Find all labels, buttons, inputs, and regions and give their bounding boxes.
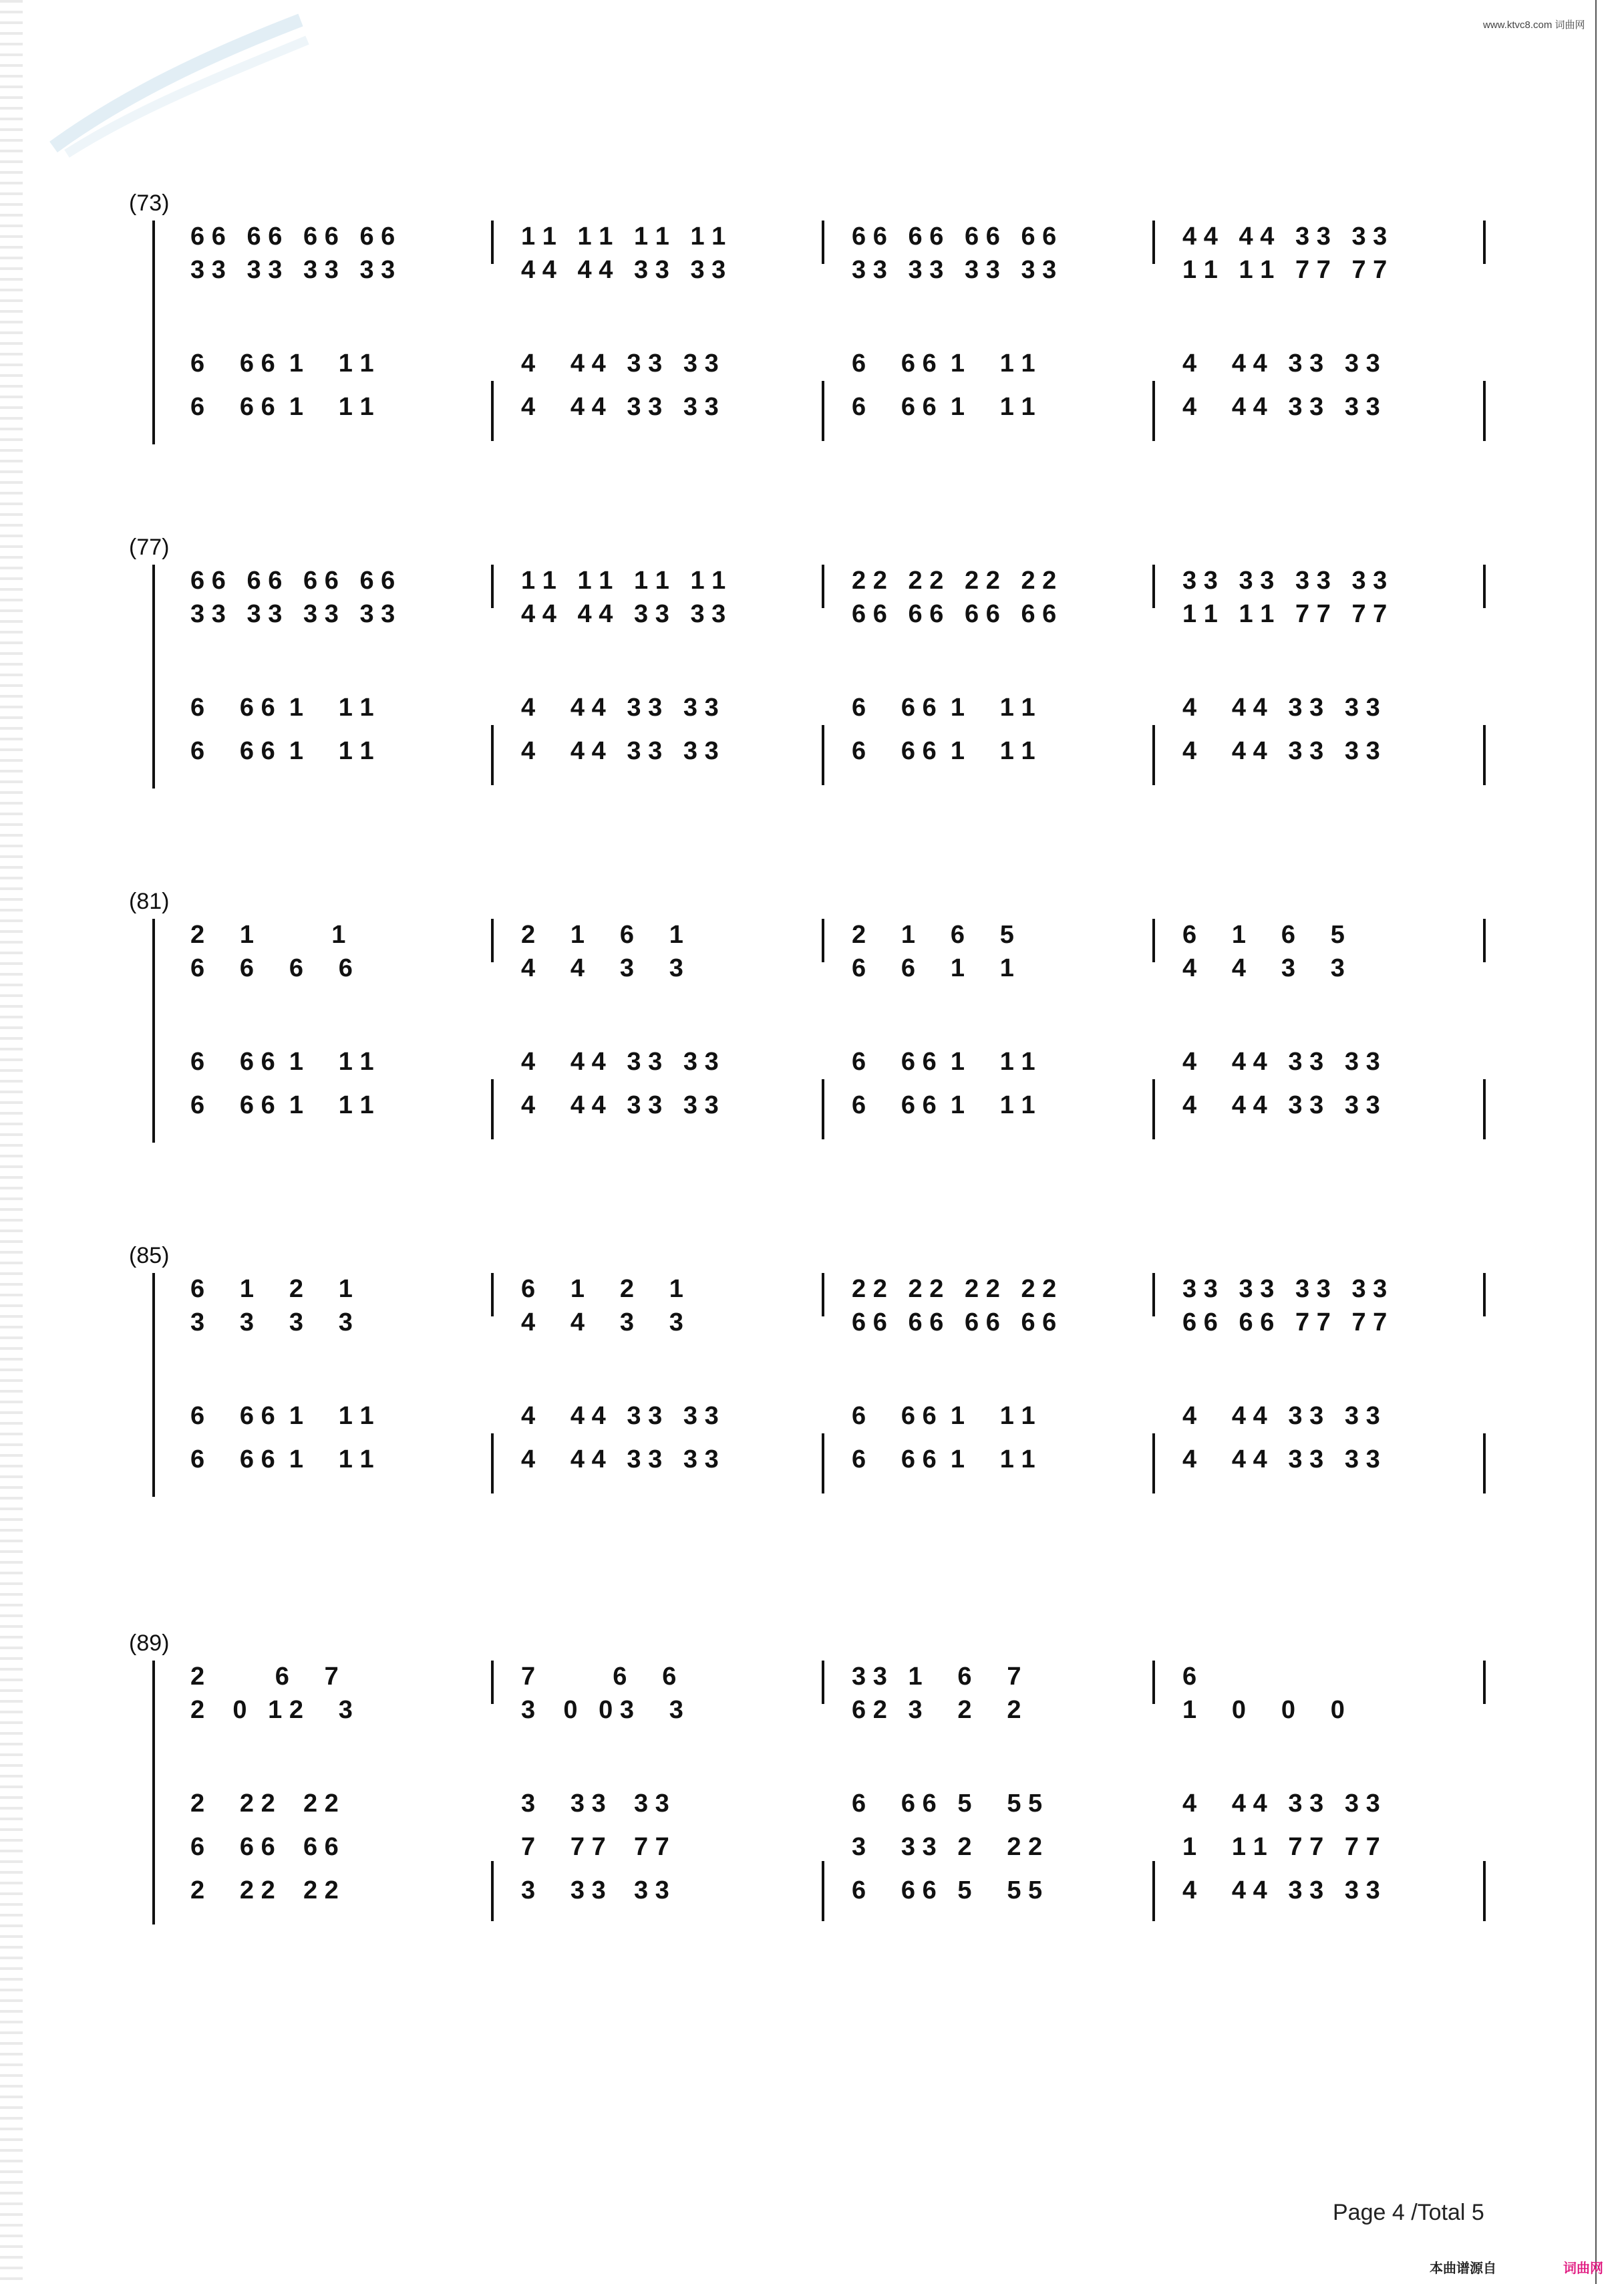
system-brace bbox=[152, 919, 155, 1143]
watermark-logo bbox=[47, 13, 314, 160]
notation-lower-mid: 7 7 7 7 7 bbox=[521, 1833, 669, 1861]
barline bbox=[491, 381, 494, 441]
barline bbox=[1483, 1273, 1486, 1316]
barline bbox=[491, 1273, 494, 1316]
barline bbox=[1152, 221, 1155, 264]
notation-lower-bottom: 4 4 4 3 3 3 3 bbox=[521, 737, 719, 765]
notation-lower-bottom: 4 4 4 3 3 3 3 bbox=[1182, 737, 1380, 765]
notation-lower-top: 4 4 4 3 3 3 3 bbox=[1182, 349, 1380, 378]
barline bbox=[491, 1861, 494, 1921]
barline bbox=[491, 919, 494, 962]
barline bbox=[491, 1079, 494, 1139]
notation-lower-bottom: 6 6 6 1 1 1 bbox=[852, 393, 1035, 421]
notation-lower-top: 4 4 4 3 3 3 3 bbox=[521, 694, 719, 722]
barline bbox=[1152, 1079, 1155, 1139]
barline bbox=[491, 1433, 494, 1493]
notation-lower-bottom: 6 6 6 1 1 1 bbox=[190, 1445, 374, 1473]
notation-upper-bottom: 2 0 1 2 3 bbox=[190, 1696, 353, 1724]
barline bbox=[1152, 919, 1155, 962]
notation-upper-top: 3 3 1 6 7 bbox=[852, 1663, 1021, 1691]
notation-lower-mid: 6 6 6 6 6 bbox=[190, 1833, 339, 1861]
notation-lower-top: 6 6 6 1 1 1 bbox=[852, 694, 1035, 722]
notation-upper-bottom: 6 2 3 2 2 bbox=[852, 1696, 1021, 1724]
barline bbox=[822, 381, 824, 441]
left-margin-decoration bbox=[0, 0, 23, 2284]
notation-lower-top: 6 6 6 1 1 1 bbox=[852, 349, 1035, 378]
notation-upper-top: 2 1 6 1 bbox=[521, 921, 683, 949]
notation-lower-top: 6 6 6 1 1 1 bbox=[190, 1048, 374, 1076]
barline bbox=[491, 725, 494, 785]
barline bbox=[822, 1861, 824, 1921]
barline bbox=[822, 1433, 824, 1493]
notation-lower-top: 6 6 6 5 5 5 bbox=[852, 1790, 1043, 1818]
barline bbox=[822, 919, 824, 962]
page-indicator: Page 4 /Total 5 bbox=[1333, 2200, 1484, 2225]
barline bbox=[822, 725, 824, 785]
notation-lower-top: 4 4 4 3 3 3 3 bbox=[1182, 694, 1380, 722]
footer-brand-link[interactable]: 词曲网 bbox=[1563, 2261, 1603, 2276]
measure-number: (77) bbox=[129, 535, 170, 560]
notation-lower-bottom: 6 6 6 1 1 1 bbox=[190, 393, 374, 421]
barline bbox=[1483, 221, 1486, 264]
system-brace bbox=[152, 1273, 155, 1497]
notation-upper-bottom: 6 6 1 1 bbox=[852, 954, 1014, 982]
barline bbox=[1152, 565, 1155, 608]
notation-upper-top: 2 1 1 bbox=[190, 921, 346, 949]
notation-upper-bottom: 1 1 1 1 7 7 7 7 bbox=[1182, 600, 1388, 628]
notation-lower-top: 2 2 2 2 2 bbox=[190, 1790, 339, 1818]
barline bbox=[822, 1661, 824, 1704]
notation-upper-top: 6 bbox=[1182, 1663, 1197, 1691]
footer-source-label: 本曲谱源自 bbox=[1430, 2261, 1496, 2276]
notation-upper-bottom: 6 6 6 6 6 6 6 6 bbox=[852, 600, 1057, 628]
barline bbox=[1152, 725, 1155, 785]
notation-upper-top: 1 1 1 1 1 1 1 1 bbox=[521, 567, 726, 595]
notation-upper-top: 7 6 6 bbox=[521, 1663, 677, 1691]
barline bbox=[1483, 1433, 1486, 1493]
notation-upper-bottom: 6 6 6 6 7 7 7 7 bbox=[1182, 1308, 1388, 1336]
notation-lower-top: 6 6 6 1 1 1 bbox=[190, 694, 374, 722]
notation-upper-bottom: 3 3 3 3 3 3 3 3 bbox=[190, 256, 395, 284]
barline bbox=[1483, 565, 1486, 608]
notation-upper-top: 4 4 4 4 3 3 3 3 bbox=[1182, 223, 1388, 251]
notation-upper-bottom: 1 0 0 0 bbox=[1182, 1696, 1345, 1724]
page-edge bbox=[1595, 0, 1597, 2284]
notation-upper-bottom: 6 6 6 6 6 6 6 6 bbox=[852, 1308, 1057, 1336]
notation-lower-bottom: 6 6 6 1 1 1 bbox=[852, 1445, 1035, 1473]
notation-lower-top: 4 4 4 3 3 3 3 bbox=[1182, 1048, 1380, 1076]
barline bbox=[822, 565, 824, 608]
barline bbox=[1152, 1861, 1155, 1921]
notation-lower-bottom: 6 6 6 5 5 5 bbox=[852, 1876, 1043, 1904]
notation-lower-bottom: 6 6 6 1 1 1 bbox=[190, 737, 374, 765]
header-url[interactable]: www.ktvc8.com 词曲网 bbox=[1483, 19, 1585, 31]
notation-lower-bottom: 2 2 2 2 2 bbox=[190, 1876, 339, 1904]
notation-lower-bottom: 4 4 4 3 3 3 3 bbox=[1182, 393, 1380, 421]
notation-upper-top: 2 2 2 2 2 2 2 2 bbox=[852, 1275, 1057, 1303]
barline bbox=[1483, 1079, 1486, 1139]
notation-lower-bottom: 6 6 6 1 1 1 bbox=[852, 737, 1035, 765]
notation-upper-top: 3 3 3 3 3 3 3 3 bbox=[1182, 567, 1388, 595]
notation-upper-bottom: 4 4 3 3 bbox=[1182, 954, 1345, 982]
notation-upper-top: 2 1 6 5 bbox=[852, 921, 1014, 949]
barline bbox=[1152, 381, 1155, 441]
notation-lower-mid: 1 1 1 7 7 7 7 bbox=[1182, 1833, 1380, 1861]
measure-number: (73) bbox=[129, 190, 170, 216]
notation-lower-top: 6 6 6 1 1 1 bbox=[190, 349, 374, 378]
barline bbox=[822, 221, 824, 264]
notation-lower-bottom: 4 4 4 3 3 3 3 bbox=[1182, 1445, 1380, 1473]
system-brace bbox=[152, 565, 155, 789]
notation-lower-top: 6 6 6 1 1 1 bbox=[852, 1402, 1035, 1430]
notation-lower-top: 4 4 4 3 3 3 3 bbox=[521, 1048, 719, 1076]
measure-number: (89) bbox=[129, 1630, 170, 1656]
notation-upper-bottom: 3 0 0 3 3 bbox=[521, 1696, 683, 1724]
notation-upper-top: 6 6 6 6 6 6 6 6 bbox=[190, 567, 395, 595]
barline bbox=[491, 1661, 494, 1704]
notation-lower-top: 4 4 4 3 3 3 3 bbox=[521, 1402, 719, 1430]
notation-upper-bottom: 1 1 1 1 7 7 7 7 bbox=[1182, 256, 1388, 284]
notation-lower-top: 4 4 4 3 3 3 3 bbox=[1182, 1790, 1380, 1818]
notation-lower-bottom: 6 6 6 1 1 1 bbox=[852, 1091, 1035, 1119]
measure-number: (81) bbox=[129, 889, 170, 914]
barline bbox=[1152, 1273, 1155, 1316]
notation-lower-top: 6 6 6 1 1 1 bbox=[190, 1402, 374, 1430]
notation-lower-bottom: 4 4 4 3 3 3 3 bbox=[1182, 1091, 1380, 1119]
notation-lower-top: 4 4 4 3 3 3 3 bbox=[1182, 1402, 1380, 1430]
notation-upper-top: 6 6 6 6 6 6 6 6 bbox=[852, 223, 1057, 251]
notation-lower-bottom: 4 4 4 3 3 3 3 bbox=[521, 393, 719, 421]
notation-upper-bottom: 4 4 4 4 3 3 3 3 bbox=[521, 600, 726, 628]
barline bbox=[1483, 1861, 1486, 1921]
barline bbox=[491, 221, 494, 264]
notation-upper-top: 2 2 2 2 2 2 2 2 bbox=[852, 567, 1057, 595]
notation-upper-bottom: 3 3 3 3 3 3 3 3 bbox=[190, 600, 395, 628]
barline bbox=[1483, 1661, 1486, 1704]
notation-lower-bottom: 4 4 4 3 3 3 3 bbox=[521, 1091, 719, 1119]
barline bbox=[1483, 381, 1486, 441]
barline bbox=[1483, 919, 1486, 962]
system-brace bbox=[152, 221, 155, 444]
barline bbox=[822, 1273, 824, 1316]
notation-upper-bottom: 6 6 6 6 bbox=[190, 954, 353, 982]
notation-upper-top: 6 6 6 6 6 6 6 6 bbox=[190, 223, 395, 251]
notation-upper-bottom: 3 3 3 3 3 3 3 3 bbox=[852, 256, 1057, 284]
notation-lower-bottom: 4 4 4 3 3 3 3 bbox=[521, 1445, 719, 1473]
notation-lower-bottom: 3 3 3 3 3 bbox=[521, 1876, 669, 1904]
notation-upper-top: 1 1 1 1 1 1 1 1 bbox=[521, 223, 726, 251]
notation-lower-bottom: 6 6 6 1 1 1 bbox=[190, 1091, 374, 1119]
notation-upper-bottom: 4 4 3 3 bbox=[521, 1308, 683, 1336]
barline bbox=[822, 1079, 824, 1139]
notation-lower-top: 4 4 4 3 3 3 3 bbox=[521, 349, 719, 378]
notation-upper-top: 6 1 2 1 bbox=[521, 1275, 683, 1303]
system-brace bbox=[152, 1661, 155, 1924]
notation-upper-top: 3 3 3 3 3 3 3 3 bbox=[1182, 1275, 1388, 1303]
barline bbox=[1152, 1661, 1155, 1704]
notation-upper-bottom: 4 4 4 4 3 3 3 3 bbox=[521, 256, 726, 284]
barline bbox=[491, 565, 494, 608]
notation-lower-top: 3 3 3 3 3 bbox=[521, 1790, 669, 1818]
barline bbox=[1152, 1433, 1155, 1493]
notation-upper-top: 6 1 2 1 bbox=[190, 1275, 353, 1303]
notation-upper-bottom: 3 3 3 3 bbox=[190, 1308, 353, 1336]
notation-upper-top: 6 1 6 5 bbox=[1182, 921, 1345, 949]
measure-number: (85) bbox=[129, 1243, 170, 1268]
notation-lower-top: 6 6 6 1 1 1 bbox=[852, 1048, 1035, 1076]
notation-upper-bottom: 4 4 3 3 bbox=[521, 954, 683, 982]
notation-lower-bottom: 4 4 4 3 3 3 3 bbox=[1182, 1876, 1380, 1904]
barline bbox=[1483, 725, 1486, 785]
notation-upper-top: 2 6 7 bbox=[190, 1663, 339, 1691]
notation-lower-mid: 3 3 3 2 2 2 bbox=[852, 1833, 1043, 1861]
